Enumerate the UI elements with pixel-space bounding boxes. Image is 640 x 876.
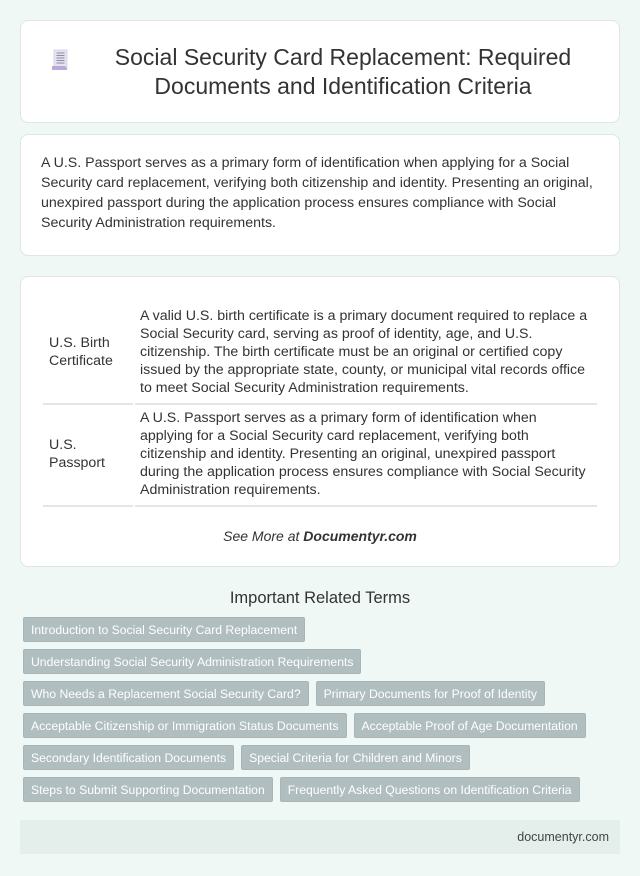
term-cell: U.S. Passport	[43, 405, 133, 507]
see-more	[41, 528, 599, 544]
term-cell: U.S. Birth Certificate	[43, 303, 133, 405]
header	[51, 43, 589, 101]
page-title: Social Security Card Replacement: Required Documents and Identification Criteria	[114, 43, 572, 99]
related-term-tag[interactable]: Introduction to Social Security Card Replacement	[23, 617, 305, 642]
related-term-tag[interactable]: Secondary Identification Documents	[23, 745, 234, 770]
see-more-link[interactable]: Documentyr.com	[303, 528, 417, 544]
footer	[20, 820, 620, 854]
related-term-tag[interactable]: Who Needs a Replacement Social Security Card?	[23, 681, 309, 706]
related-term-tag[interactable]: Primary Documents for Proof of Identity	[316, 681, 545, 706]
related-term-tag[interactable]: Acceptable Citizenship or Immigration Status Documents	[23, 713, 347, 738]
related-term-tag[interactable]: Understanding Social Security Administration Requirements	[23, 649, 361, 674]
related-term-tag[interactable]: Frequently Asked Questions on Identification Criteria	[280, 777, 580, 802]
table-row	[43, 405, 597, 507]
intro-text: A U.S. Passport serves as a primary form of identification when applying for a Social Security card replacement, verifying both citizenship and identity. Presenting an original, unexpired passport during the application process ensures compliance with Social Security Administration requirements.	[41, 155, 593, 231]
related-terms-list	[20, 617, 620, 802]
description-cell: A U.S. Passport serves as a primary form of identification when applying for a Social Security card replacement, verifying both citizenship and identity. Presenting an original, unexpired passport during the application process ensures compliance with Social Security Administration requirements.	[135, 405, 597, 507]
table-row	[43, 303, 597, 405]
description-cell: A valid U.S. birth certificate is a primary document required to replace a Social Security card, serving as proof of identity, age, and U.S. citizenship. The birth certificate must be an original or certified copy issued by the appropriate state, county, or municipal vital records office to meet Social Security Administration requirements.	[135, 303, 597, 405]
header-card	[20, 20, 620, 123]
related-term-tag[interactable]: Steps to Submit Supporting Documentation	[23, 777, 273, 802]
related-term-tag[interactable]: Acceptable Proof of Age Documentation	[354, 713, 586, 738]
definitions-card	[20, 276, 620, 567]
footer-site-link[interactable]: documentyr.com	[517, 830, 609, 844]
definitions-table	[41, 303, 599, 507]
document-icon	[51, 49, 69, 71]
see-more-prefix: See More at	[223, 528, 304, 544]
related-terms-title: Important Related Terms	[229, 589, 411, 607]
intro-card	[20, 134, 620, 256]
related-term-tag[interactable]: Special Criteria for Children and Minors	[241, 745, 470, 770]
